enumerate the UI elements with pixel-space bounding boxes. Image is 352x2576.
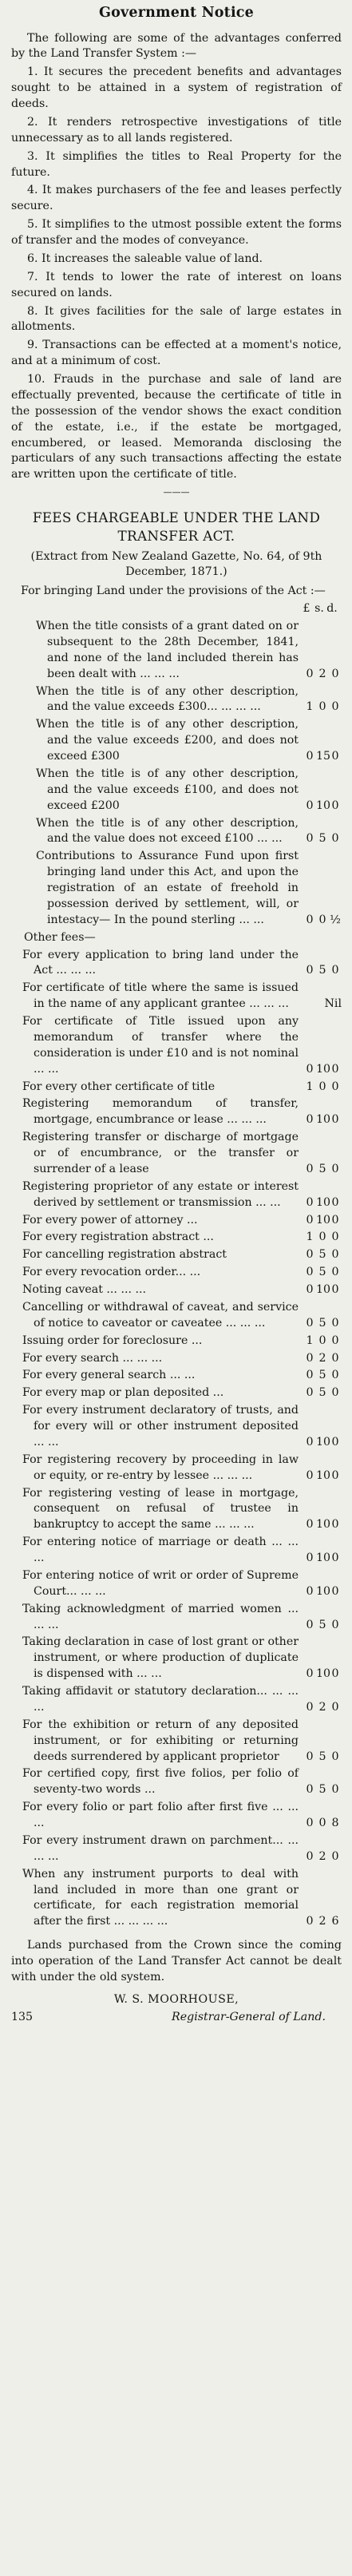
fee-row [11, 1385, 342, 1401]
fee-shillings: 10 [316, 1213, 331, 1227]
fee-pounds: 0 [306, 1750, 314, 1763]
fee-shillings: 10 [316, 1062, 331, 1076]
fee-pence: 0 [331, 1618, 339, 1631]
fee-pence: 0 [331, 1113, 339, 1127]
fee-pounds: 0 [306, 964, 314, 977]
fee-pence: 0 [331, 667, 339, 680]
fee-description: When any instrument purports to deal with land included in more than one grant or certificate, for each registration memorial after the first ... ... ... ... [22, 1867, 299, 1928]
fee-shillings: 5 [318, 1266, 326, 1279]
other-fees-list [11, 948, 342, 1931]
fee-pounds: 1 [306, 1231, 314, 1244]
advantage-item: 10. Frauds in the purchase and sale of land are effectually prevented, because the certificate of title in the possession of the vendor shows the exact condition of the estate, i.e., if the estate be mortgaged, encumbered, or leased. Memoranda disclosing the particulars of any such transactions affecting the estate are written upon the certificate of title. [11, 373, 342, 482]
fee-pence: 8 [331, 1817, 339, 1830]
fee-row [11, 767, 342, 814]
fee-row [11, 981, 342, 1013]
fee-description: Taking affidavit or statutory declaration... ... ... ... [22, 1685, 299, 1714]
fee-pounds: 0 [306, 1518, 314, 1532]
fee-amount [299, 1062, 342, 1078]
fee-amount [299, 1385, 342, 1401]
fee-amount [299, 913, 342, 929]
advantage-item: 9. Transactions can be effected at a moment's notice, and at a minimum of cost. [11, 339, 342, 368]
fee-pence: 0 [331, 1552, 339, 1565]
fee-pounds: 0 [306, 1584, 314, 1598]
fee-description: For every search ... ... ... [22, 1351, 163, 1365]
fee-amount [299, 1213, 342, 1229]
fee-description: For entering notice of writ or order of Supreme Court... ... ... [22, 1568, 299, 1598]
fee-row [11, 1130, 342, 1178]
fee-amount [299, 1517, 342, 1533]
fee-shillings: 0 [318, 913, 326, 926]
fee-amount [299, 1849, 342, 1865]
fee-description: Issuing order for foreclosure ... [22, 1334, 203, 1347]
fee-row [11, 816, 342, 848]
fee-row [11, 849, 342, 928]
fee-shillings: 5 [318, 1750, 326, 1763]
fee-shillings: 0 [318, 1817, 326, 1830]
fee-row [11, 1684, 342, 1716]
fee-row [11, 1486, 342, 1534]
fee-pounds: 0 [306, 750, 314, 763]
fee-pence: 0 [331, 1248, 339, 1262]
fee-description: For the exhibition or return of any deposited instrument, or for exhibiting or returning deeds surrendered by applicant proprietor [22, 1718, 299, 1763]
intro-paragraph: The following are some of the advantages conferred by the Land Transfer System :— [11, 31, 342, 61]
fee-pence: 0 [331, 1334, 339, 1347]
fee-row [11, 1080, 342, 1096]
fee-amount [299, 1334, 342, 1349]
fee-amount [299, 699, 342, 715]
fee-amount [299, 1080, 342, 1096]
fee-pounds: 0 [306, 667, 314, 680]
fee-row [11, 1867, 342, 1931]
fee-pounds: 0 [306, 832, 314, 846]
fee-row [11, 948, 342, 980]
fee-pence: 0 [331, 1213, 339, 1227]
fee-amount [299, 1435, 342, 1451]
fee-description: When the title is of any other description, and the value exceeds £100, and does not exceed £200 [36, 767, 299, 812]
fee-description: For every general search ... ... [22, 1369, 196, 1382]
fee-row [11, 1452, 342, 1484]
fee-amount [299, 1230, 342, 1246]
fee-pence: 0 [331, 1062, 339, 1076]
fee-pence: 0 [331, 1316, 339, 1330]
advantage-item: 4. It makes purchasers of the fee and leases perfectly secure. [11, 184, 342, 213]
fee-description: For every other certificate of title [22, 1080, 216, 1093]
fee-nil: Nil [324, 997, 342, 1011]
fee-amount [299, 1700, 342, 1716]
fee-shillings: 5 [318, 1618, 326, 1631]
fee-pence: 0 [331, 1849, 339, 1863]
advantage-item: 7. It tends to lower the rate of interest on loans secured on lands. [11, 270, 342, 299]
advantage-item: 8. It gives facilities for the sale of large estates in allotments. [11, 304, 342, 334]
fee-shillings: 10 [316, 1435, 331, 1449]
fee-shillings: 2 [318, 1849, 326, 1863]
fee-pounds: 0 [306, 1552, 314, 1565]
fee-description: For entering notice of marriage or death ... ... ... [22, 1536, 299, 1565]
fee-amount [299, 997, 342, 1013]
pounds-header: £ [303, 602, 310, 616]
gazette-extract: (Extract from New Zealand Gazette, No. 64, of 9th December, 1871.) [30, 549, 322, 579]
fee-row [11, 1014, 342, 1078]
fee-amount [299, 1551, 342, 1567]
fee-pounds: 0 [306, 1283, 314, 1297]
fee-pounds: 0 [306, 1162, 314, 1175]
other-fees-label: Other fees— [24, 930, 96, 944]
fee-pounds: 0 [306, 1195, 314, 1209]
fee-pence: 0 [331, 1518, 339, 1532]
fee-description: For every revocation order... ... [22, 1266, 201, 1279]
fee-pounds: 0 [306, 1817, 314, 1830]
fee-pounds: 0 [306, 1316, 314, 1330]
fee-shillings: 5 [318, 1369, 326, 1382]
fee-row [11, 1718, 342, 1766]
fee-amount [299, 799, 342, 814]
fee-description: When the title is of any other description, and the value exceeds £200, and does not exceed £300 [36, 718, 299, 763]
fee-amount [299, 1914, 342, 1930]
fee-amount [299, 667, 342, 683]
fee-description: For every power of attorney ... [22, 1213, 198, 1227]
fee-row [11, 1265, 342, 1281]
fee-pounds: 0 [306, 1667, 314, 1681]
fee-pounds: 0 [306, 1618, 314, 1631]
fee-description: For certificate of title where the same is issued in the name of any applicant grantee ... ... ... [22, 981, 299, 1011]
advantages-list [11, 65, 342, 483]
fee-pounds: 1 [306, 1334, 314, 1347]
fee-amount [299, 1282, 342, 1298]
fee-row [11, 1568, 342, 1600]
fee-pounds: 0 [306, 913, 314, 926]
fee-pence: 0 [331, 1468, 339, 1482]
fee-amount [299, 1468, 342, 1484]
fee-description: For every folio or part folio after first five ... ... ... [22, 1801, 299, 1830]
fee-row [11, 1179, 342, 1211]
fee-shillings: 10 [316, 1468, 331, 1482]
fee-pence: 0 [331, 1195, 339, 1209]
fee-amount [299, 1247, 342, 1263]
fee-pounds: 0 [306, 1213, 314, 1227]
fee-amount [299, 1666, 342, 1682]
fee-pence: 0 [331, 1266, 339, 1279]
fee-pence: 0 [331, 1162, 339, 1175]
currency-header [11, 601, 342, 617]
fee-pounds: 0 [306, 1248, 314, 1262]
fee-description: Contributions to Assurance Fund upon first bringing land under this Act, and upon the registration of an estate of freehold in possession derived by settlement, will, or intestacy— In the pound sterling ... ... [36, 850, 299, 926]
fee-pounds: 0 [306, 1062, 314, 1076]
fee-shillings: 10 [316, 1667, 331, 1681]
fee-shillings: 2 [318, 1915, 326, 1928]
fee-pence: 0 [331, 832, 339, 846]
advantage-item: 2. It renders retrospective investigations of title unnecessary as to all lands registered. [11, 115, 342, 145]
fee-row [11, 1800, 342, 1832]
fee-shillings: 10 [316, 1518, 331, 1532]
fee-amount [299, 1584, 342, 1600]
fee-pence: 0 [331, 1700, 339, 1714]
land-fees-list [11, 619, 342, 929]
fee-amount [299, 1195, 342, 1211]
fee-row [11, 1300, 342, 1332]
fee-description: Taking declaration in case of lost grant or other instrument, or where production of duplicate is dispensed with ... ... [22, 1635, 299, 1681]
fee-description: For every instrument declaratory of trusts, and for every will or other instrument deposited ... ... [22, 1404, 299, 1449]
fee-shillings: 5 [318, 1386, 326, 1400]
notice-heading: Government Notice [98, 5, 254, 21]
fee-description: Taking acknowledgment of married women ... ... ... [22, 1602, 299, 1631]
fee-shillings: 0 [318, 1231, 326, 1244]
bringing-land-intro: For bringing Land under the provisions of the Act :— [21, 585, 326, 598]
fee-shillings: 5 [318, 1248, 326, 1262]
fee-pounds: 0 [306, 1435, 314, 1449]
fee-description: For every map or plan deposited ... [22, 1386, 224, 1400]
closing-paragraph: Lands purchased from the Crown since the coming into operation of the Land Transfer Act cannot be dealt with under the old system. [11, 1939, 342, 1984]
shillings-header: s. [314, 602, 324, 616]
fee-amount [299, 1112, 342, 1128]
fee-description: For registering recovery by proceeding in law or equity, or re-entry by lessee ... ... ... [22, 1452, 299, 1482]
fee-description: Registering memorandum of transfer, mortgage, encumbrance or lease ... ... ... [22, 1097, 299, 1127]
fee-description: For registering vesting of lease in mortgage, consequent on refusal of trustee in bankruptcy to accept the same ... ... ... [22, 1486, 299, 1532]
fee-shillings: 0 [318, 1080, 326, 1093]
fee-pence: 0 [331, 799, 339, 812]
fee-row [11, 1096, 342, 1128]
fee-description: Registering transfer or discharge of mortgage or of encumbrance, or the transfer or surrender of a lease [22, 1131, 299, 1175]
fee-pence: 0 [331, 1080, 339, 1093]
advantage-item: 1. It secures the precedent benefits and advantages sought to be attained in a system of registration of deeds. [11, 65, 342, 110]
fee-row [11, 1351, 342, 1367]
fee-shillings: 5 [318, 1783, 326, 1797]
advantage-item: 5. It simplifies to the utmost possible extent the forms of transfer and the modes of conveyance. [11, 218, 342, 247]
fee-amount [299, 963, 342, 979]
fee-row [11, 1213, 342, 1229]
fee-description: Noting caveat ... ... ... [22, 1283, 147, 1297]
fee-description: For cancelling registration abstract [22, 1248, 227, 1262]
fee-pence: 0 [331, 1435, 339, 1449]
fee-description: Registering proprietor of any estate or interest derived by settlement or transmission ... ... [22, 1179, 299, 1209]
fee-pounds: 0 [306, 1351, 314, 1365]
fee-amount [299, 831, 342, 847]
pence-header: d. [326, 602, 338, 616]
fee-shillings: 10 [316, 1552, 331, 1565]
advantage-item: 6. It increases the saleable value of land. [27, 252, 263, 265]
fee-shillings: 5 [318, 964, 326, 977]
fee-shillings: 10 [316, 1584, 331, 1598]
fee-row [11, 1247, 342, 1263]
signatory-title: Registrar-General of Land. [172, 2010, 326, 2023]
fee-pence: 0 [331, 1386, 339, 1400]
fee-row [11, 1635, 342, 1682]
fee-pence: 0 [331, 1584, 339, 1598]
fee-amount [299, 1618, 342, 1634]
fee-shillings: 5 [318, 832, 326, 846]
fee-amount [299, 1351, 342, 1367]
fee-description: For certificate of Title issued upon any memorandum of transfer where the consideration is under £10 and is not nominal ... ... [22, 1015, 299, 1076]
fee-pounds: 0 [306, 1915, 314, 1928]
fee-row [11, 1334, 342, 1349]
fee-pence: 0 [331, 964, 339, 977]
fee-row [11, 1230, 342, 1246]
fee-pence: 6 [331, 1915, 339, 1928]
fee-pounds: 0 [306, 1113, 314, 1127]
fee-description: For certified copy, first five folios, per folio of seventy-two words ... [22, 1767, 299, 1797]
signature-line [11, 2010, 342, 2026]
fee-pence: 0 [331, 1667, 339, 1681]
fee-row [11, 1766, 342, 1798]
fee-shillings: 0 [318, 1334, 326, 1347]
fee-description: For every instrument drawn on parchment... ... ... ... [22, 1833, 299, 1863]
fee-amount [299, 1782, 342, 1798]
fee-row [11, 1403, 342, 1451]
fee-amount [299, 749, 342, 765]
fee-shillings: 10 [316, 1195, 331, 1209]
fee-amount [299, 1750, 342, 1766]
fee-row [11, 684, 342, 716]
fee-pounds: 1 [306, 1080, 314, 1093]
fee-description: For every application to bring land under the Act ... ... ... [22, 948, 299, 977]
advantage-item: 3. It simplifies the titles to Real Property for the future. [11, 149, 342, 179]
fee-amount [299, 1162, 342, 1178]
fee-row [11, 1282, 342, 1298]
fee-description: When the title is of any other description, and the value does not exceed £100 ... ... [36, 816, 299, 846]
fee-row [11, 1833, 342, 1865]
fee-shillings: 2 [318, 1700, 326, 1714]
fee-description: When the title consists of a grant dated on or subsequent to the 28th December, 1841, and none of the land included therein has been dealt with ... ... ... [36, 620, 299, 680]
fee-amount [299, 1316, 342, 1332]
fee-amount [299, 1368, 342, 1384]
notice-number: 135 [11, 2010, 34, 2023]
fee-pence: 0 [331, 750, 339, 763]
fee-shillings: 2 [318, 1351, 326, 1365]
fee-shillings: 10 [316, 1113, 331, 1127]
fee-pounds: 0 [306, 1369, 314, 1382]
fee-row [11, 1535, 342, 1567]
fee-pence: ½ [330, 913, 341, 926]
fee-shillings: 10 [316, 1283, 331, 1297]
fee-amount [299, 1816, 342, 1832]
fee-description: When the title is of any other description, and the value exceeds £300... ... ... ... [36, 684, 299, 714]
fee-pounds: 0 [306, 1468, 314, 1482]
notice-page [0, 3, 352, 2026]
fee-row [11, 1368, 342, 1384]
fee-shillings: 5 [318, 1162, 326, 1175]
fee-pence: 0 [331, 700, 339, 714]
fee-shillings: 5 [318, 1316, 326, 1330]
fee-pounds: 0 [306, 1266, 314, 1279]
fee-description: Cancelling or withdrawal of caveat, and service of notice to caveator or caveatee ... ... ... [22, 1300, 299, 1330]
fee-row [11, 717, 342, 765]
section-divider: ——— [163, 487, 190, 498]
fee-pounds: 0 [306, 799, 314, 812]
fee-shillings: 10 [316, 799, 331, 812]
signatory-name: W. S. MOORHOUSE, [113, 1992, 239, 2006]
fee-pence: 0 [331, 1750, 339, 1763]
fee-pence: 0 [331, 1283, 339, 1297]
fees-heading: FEES CHARGEABLE UNDER THE LAND TRANSFER ACT. [32, 509, 321, 545]
fee-pence: 0 [331, 1369, 339, 1382]
fee-amount [299, 1265, 342, 1281]
fee-description: For every registration abstract ... [22, 1231, 214, 1244]
fee-pounds: 0 [306, 1849, 314, 1863]
fee-row [11, 1602, 342, 1634]
fee-pounds: 0 [306, 1700, 314, 1714]
fee-shillings: 0 [318, 700, 326, 714]
fee-pence: 0 [331, 1783, 339, 1797]
fee-pence: 0 [331, 1351, 339, 1365]
fee-shillings: 15 [316, 750, 331, 763]
fee-pence: 0 [331, 1231, 339, 1244]
fee-pounds: 0 [306, 1783, 314, 1797]
fee-pounds: 0 [306, 1386, 314, 1400]
fee-shillings: 2 [318, 667, 326, 680]
fee-pounds: 1 [306, 700, 314, 714]
fee-row [11, 619, 342, 683]
